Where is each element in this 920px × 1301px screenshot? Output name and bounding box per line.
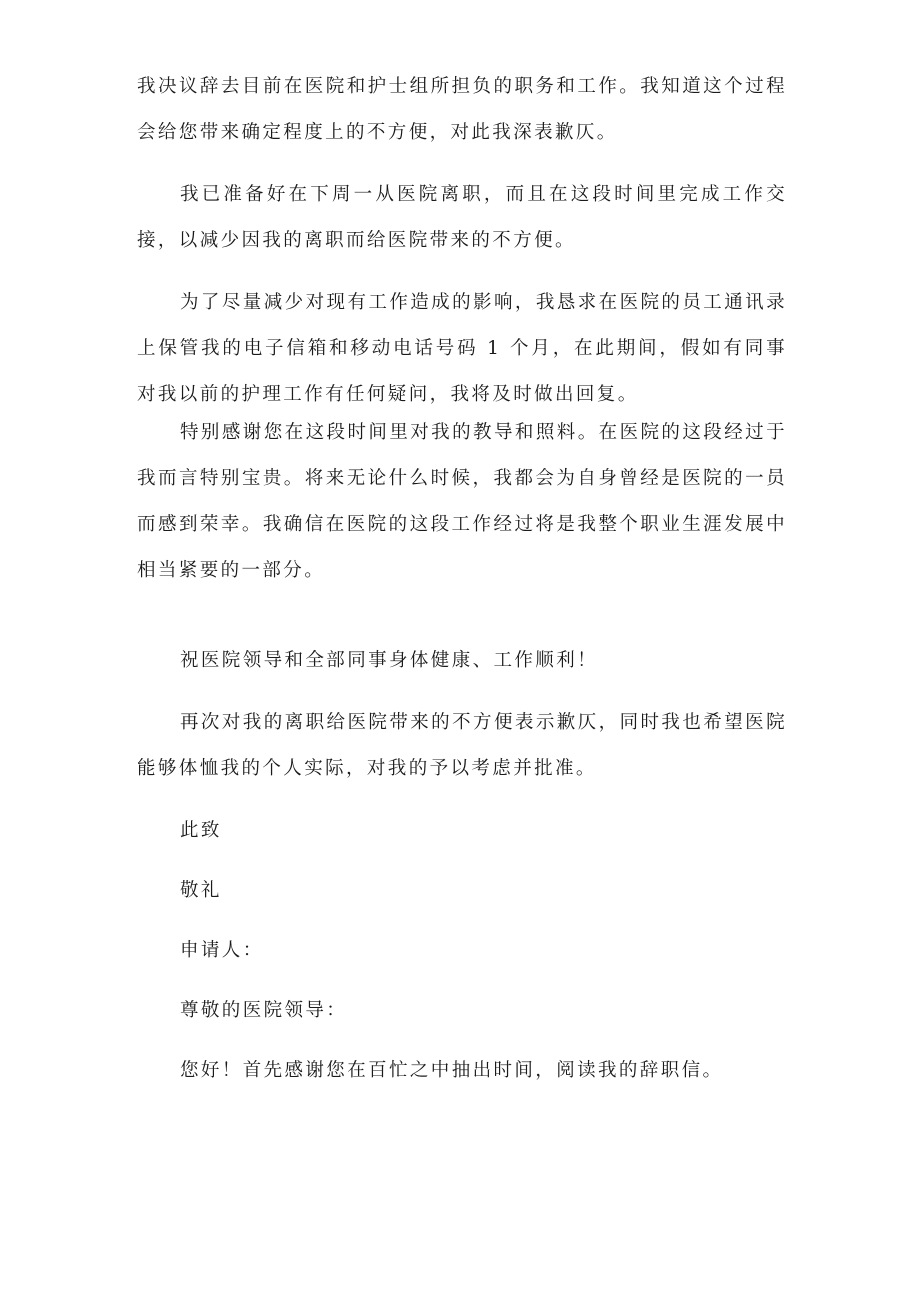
paragraph-apology: 再次对我的离职给医院带来的不方便表示歉仄，同时我也希望医院能够体恤我的个人实际，对我的予以考虑并批准。 — [137, 712, 787, 779]
paragraph-handover-plan: 我已准备好在下周一从医院离职，而且在这段时间里完成工作交接，以减少因我的离职而给医院带来的不方便。 — [137, 184, 787, 251]
applicant-label: 申请人： — [180, 940, 264, 961]
closing-line-2: 敬礼 — [180, 880, 222, 901]
paragraph-gratitude: 特别感谢您在这段时间里对我的教导和照料。在医院的这段经过于我而言特别宝贵。将来无论什么时候，我都会为自身曾经是医院的一员而感到荣幸。我确信在医院的这段工作经过将是我整个职业生涯发展中相当紧要的一部分。 — [137, 422, 787, 581]
paragraph-wishes: 祝医院领导和全部同事身体健康、工作顺利！ — [180, 650, 599, 671]
paragraph-resignation-decision: 我决议辞去目前在医院和护士组所担负的职务和工作。我知道这个过程会给您带来确定程度上的不方便，对此我深表歉仄。 — [137, 76, 787, 143]
paragraph-contact-retention: 为了尽量减少对现有工作造成的影响，我恳求在医院的员工通讯录上保管我的电子信箱和移动电话号码 1 个月，在此期间，假如有同事对我以前的护理工作有任何疑问，我将及时做出回复。 — [137, 292, 787, 405]
closing-line-1: 此致 — [180, 820, 222, 841]
greeting: 您好！首先感谢您在百忙之中抽出时间，阅读我的辞职信。 — [180, 1060, 724, 1081]
salutation: 尊敬的医院领导： — [180, 1000, 348, 1021]
